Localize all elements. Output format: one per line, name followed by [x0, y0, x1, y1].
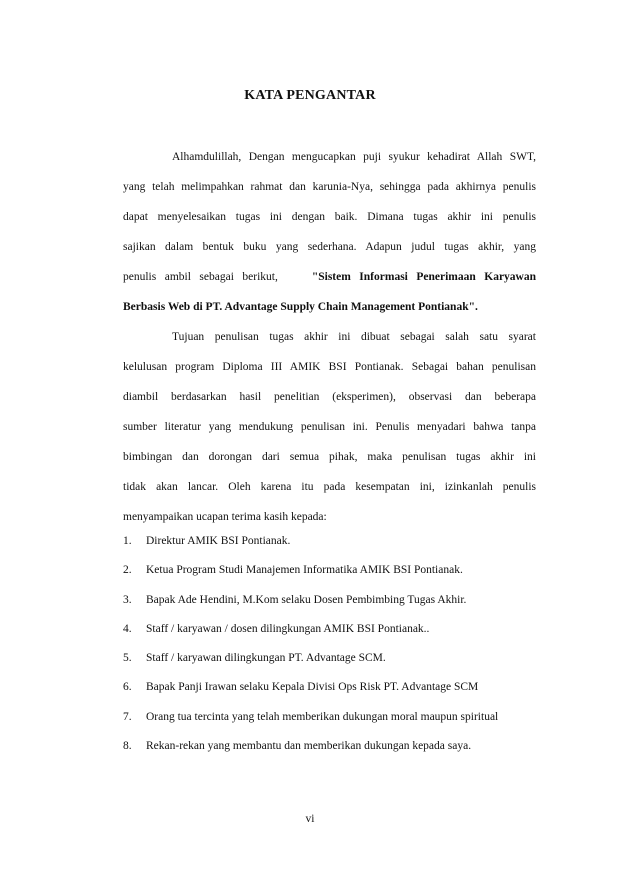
- list-item-number: 3.: [123, 593, 132, 606]
- paragraph-1-line-6: [123, 297, 536, 327]
- list-item-number: 8.: [123, 740, 132, 753]
- paragraph-1-line-4: sajikan dalam bentuk buku yang sederhana. Adapun judul tugas akhir, yang: [123, 241, 536, 253]
- paragraph-1-line-2: yang telah melimpahkan rahmat dan karunia-Nya, sehingga pada akhirnya penulis: [123, 181, 536, 193]
- list-item-number: 6.: [123, 681, 132, 694]
- list-item: [123, 677, 536, 706]
- thesis-title-part-1: "Sistem Informasi Penerimaan Karyawan: [311, 271, 536, 283]
- paragraph-2-line-6: tidak akan lancar. Oleh karena itu pada kesempatan ini, izinkanlah penulis: [123, 481, 536, 493]
- paragraph-1-line-5: [123, 267, 536, 297]
- page-number: vi: [305, 813, 315, 825]
- list-item-text: Bapak Ade Hendini, M.Kom selaku Dosen Pembimbing Tugas Akhir.: [146, 593, 467, 606]
- paragraph-1-line-3: dapat menyelesaikan tugas ini dengan baik. Dimana tugas akhir ini penulis: [123, 211, 536, 223]
- paragraph-1-line-1: Alhamdulillah, Dengan mengucapkan puji syukur kehadirat Allah SWT,: [172, 151, 536, 163]
- paragraph-2-line-3: diambil berdasarkan hasil penelitian (eksperimen), observasi dan beberapa: [123, 391, 536, 403]
- list-item-number: 7.: [123, 710, 132, 723]
- thesis-title-part-2: Berbasis Web di PT. Advantage Supply Chain Management Pontianak".: [123, 301, 478, 313]
- acknowledgement-list: [123, 531, 536, 765]
- list-item: [123, 590, 536, 619]
- list-item: [123, 736, 536, 765]
- paragraph-2-line-4: sumber literatur yang mendukung penulisan ini. Penulis menyadari bahwa tanpa: [123, 421, 536, 433]
- line-5-plain-text: penulis ambil sebagai berikut,: [123, 271, 278, 283]
- list-item-number: 4.: [123, 622, 132, 635]
- list-item-number: 5.: [123, 652, 132, 665]
- list-item-text: Staff / karyawan / dosen dilingkungan AMIK BSI Pontianak..: [146, 622, 430, 635]
- list-item: [123, 560, 536, 589]
- paragraph-2-line-1: Tujuan penulisan tugas akhir ini dibuat sebagai salah satu syarat: [172, 331, 536, 343]
- page-title: KATA PENGANTAR: [244, 88, 376, 103]
- paragraph-2-line-5: bimbingan dan dorongan dari semua pihak, maka penulisan tugas akhir ini: [123, 451, 536, 463]
- body-text: [123, 147, 536, 537]
- list-item-text: Orang tua tercinta yang telah memberikan dukungan moral maupun spiritual: [146, 710, 499, 723]
- list-item-text: Direktur AMIK BSI Pontianak.: [146, 535, 291, 547]
- list-item: [123, 531, 536, 560]
- list-item-number: 2.: [123, 564, 132, 577]
- paragraph-2-line-2: kelulusan program Diploma III AMIK BSI Pontianak. Sebagai bahan penulisan: [123, 361, 536, 373]
- paragraph-2-line-7: menyampaikan ucapan terima kasih kepada:: [123, 511, 327, 523]
- list-item-text: Ketua Program Studi Manajemen Informatika AMIK BSI Pontianak.: [146, 564, 463, 577]
- list-item: [123, 648, 536, 677]
- list-item: [123, 707, 536, 736]
- list-item-text: Bapak Panji Irawan selaku Kepala Divisi Ops Risk PT. Advantage SCM: [146, 681, 479, 694]
- list-item-text: Rekan-rekan yang membantu dan memberikan dukungan kepada saya.: [146, 740, 472, 753]
- list-item-text: Staff / karyawan dilingkungan PT. Advantage SCM.: [146, 652, 386, 665]
- list-item-number: 1.: [123, 535, 132, 547]
- list-item: [123, 619, 536, 648]
